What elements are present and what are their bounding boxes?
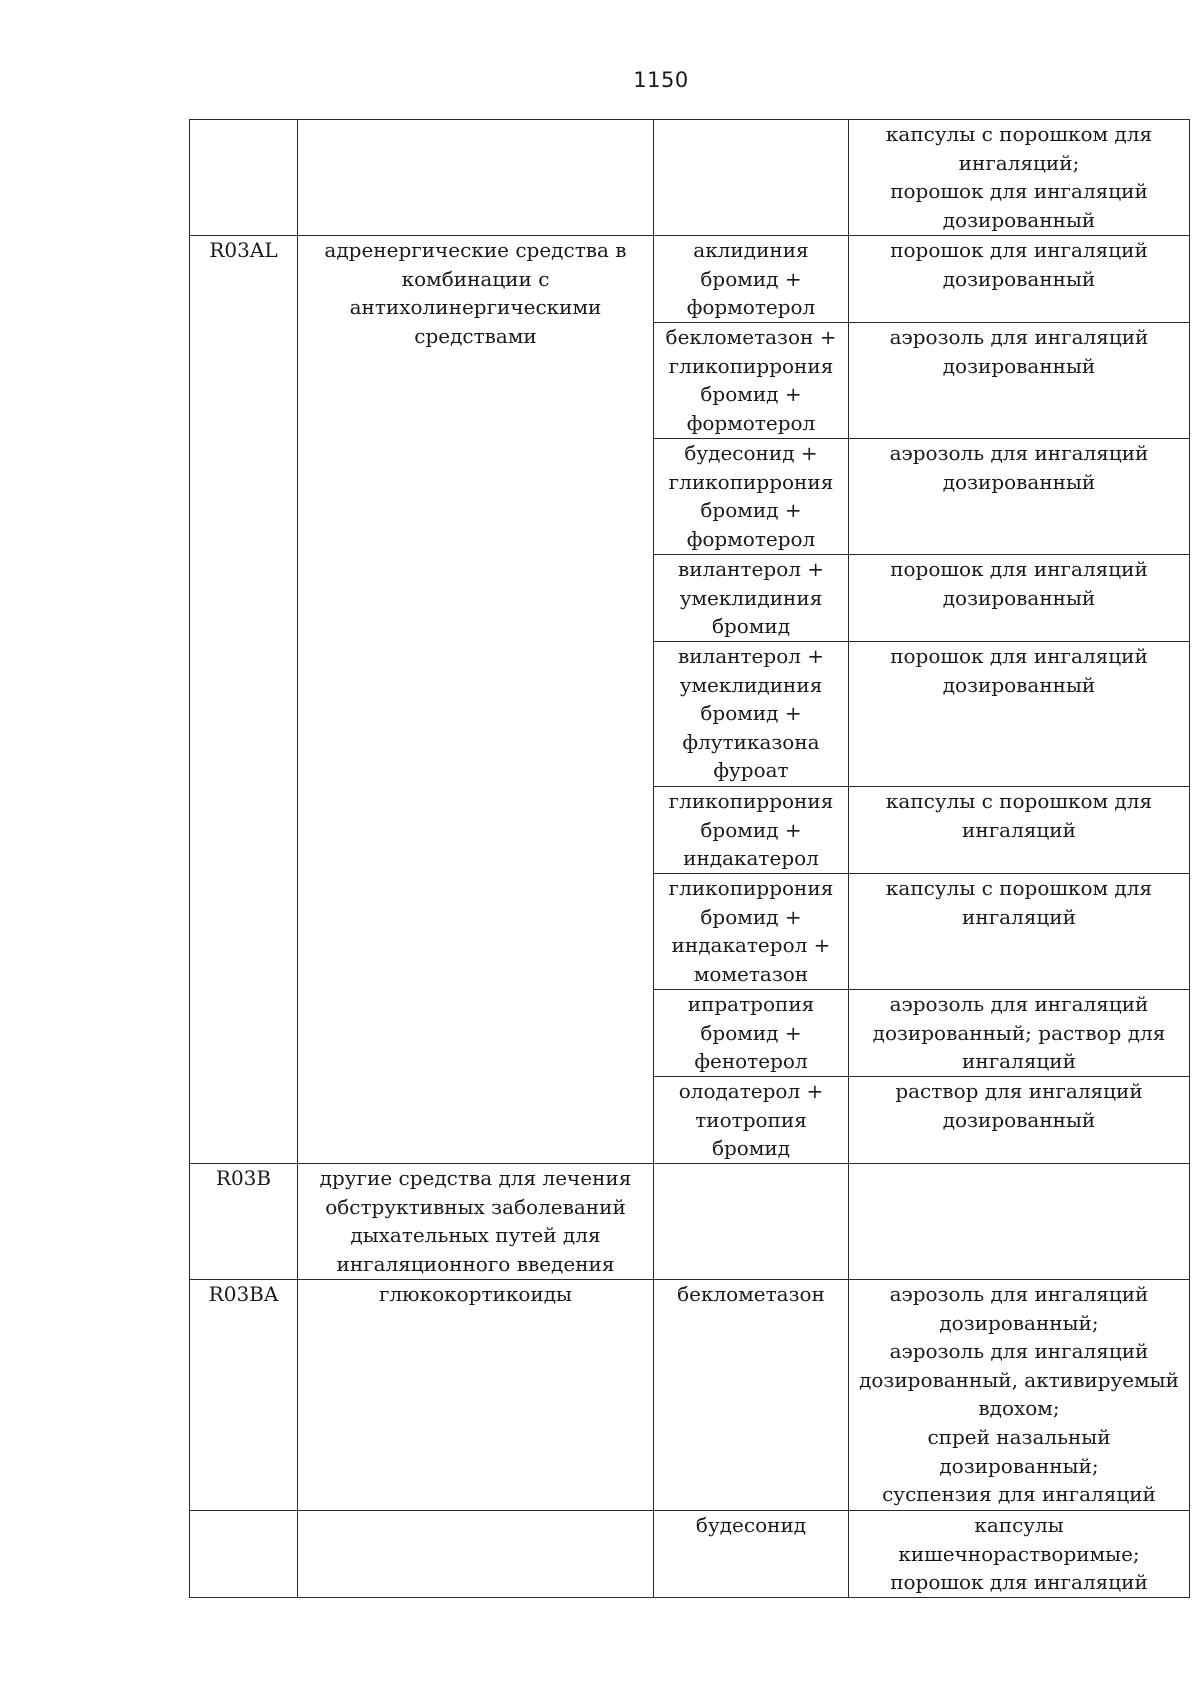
drug-cell: беклометазон: [654, 1280, 849, 1511]
dosage-form-cell: аэрозоль для ингаляций дозированный: [849, 323, 1190, 439]
dosage-form-cell: капсулы с порошком для ингаляций: [849, 787, 1190, 874]
drug-cell: [654, 120, 849, 236]
group-cell: другие средства для лечения обструктивных заболеваний дыхательных путей для ингаляционного введения: [298, 1164, 654, 1280]
table-row: [190, 236, 1190, 323]
dosage-form-cell: капсулы кишечнорастворимые; порошок для ингаляций: [849, 1511, 1190, 1598]
drug-table: [189, 119, 1190, 1598]
atc-code-cell: R03BA: [190, 1280, 298, 1511]
dosage-form-cell: капсулы с порошком для ингаляций: [849, 874, 1190, 990]
group-cell: [298, 120, 654, 236]
atc-code-cell: R03B: [190, 1164, 298, 1280]
drug-cell: вилантерол + умеклидиния бромид + флутиказона фуроат: [654, 642, 849, 787]
drug-cell: ипратропия бромид + фенотерол: [654, 990, 849, 1077]
dosage-form-cell: аэрозоль для ингаляций дозированный; аэрозоль для ингаляций дозированный, активируемый вдохом; спрей назальный дозированный; суспензия для ингаляций: [849, 1280, 1190, 1511]
table-row: [190, 120, 1190, 236]
group-cell: адренергические средства в комбинации с антихолинергическими средствами: [298, 236, 654, 1164]
drug-cell: беклометазон + гликопиррония бромид + формотерол: [654, 323, 849, 439]
dosage-form-cell: порошок для ингаляций дозированный: [849, 555, 1190, 642]
page-number: 1150: [633, 68, 689, 92]
table-row: [190, 1511, 1190, 1598]
atc-code-cell: [190, 1511, 298, 1598]
table-row: [190, 1164, 1190, 1280]
group-cell: [298, 1511, 654, 1598]
table-row: [190, 1280, 1190, 1511]
drug-cell: олодатерол + тиотропия бромид: [654, 1077, 849, 1164]
atc-code-cell: [190, 120, 298, 236]
dosage-form-cell: [849, 1164, 1190, 1280]
dosage-form-cell: раствор для ингаляций дозированный: [849, 1077, 1190, 1164]
drug-cell: гликопиррония бромид + индакатерол: [654, 787, 849, 874]
drug-cell: вилантерол + умеклидиния бромид: [654, 555, 849, 642]
group-cell: глюкокортикоиды: [298, 1280, 654, 1511]
drug-cell: будесонид: [654, 1511, 849, 1598]
drug-cell: будесонид + гликопиррония бромид + формотерол: [654, 439, 849, 555]
dosage-form-cell: капсулы с порошком для ингаляций; порошок для ингаляций дозированный: [849, 120, 1190, 236]
drug-cell: аклидиния бромид + формотерол: [654, 236, 849, 323]
drug-cell: гликопиррония бромид + индакатерол + мометазон: [654, 874, 849, 990]
drug-cell: [654, 1164, 849, 1280]
dosage-form-cell: порошок для ингаляций дозированный: [849, 236, 1190, 323]
atc-code-cell: R03AL: [190, 236, 298, 1164]
dosage-form-cell: аэрозоль для ингаляций дозированный; раствор для ингаляций: [849, 990, 1190, 1077]
dosage-form-cell: аэрозоль для ингаляций дозированный: [849, 439, 1190, 555]
dosage-form-cell: порошок для ингаляций дозированный: [849, 642, 1190, 787]
